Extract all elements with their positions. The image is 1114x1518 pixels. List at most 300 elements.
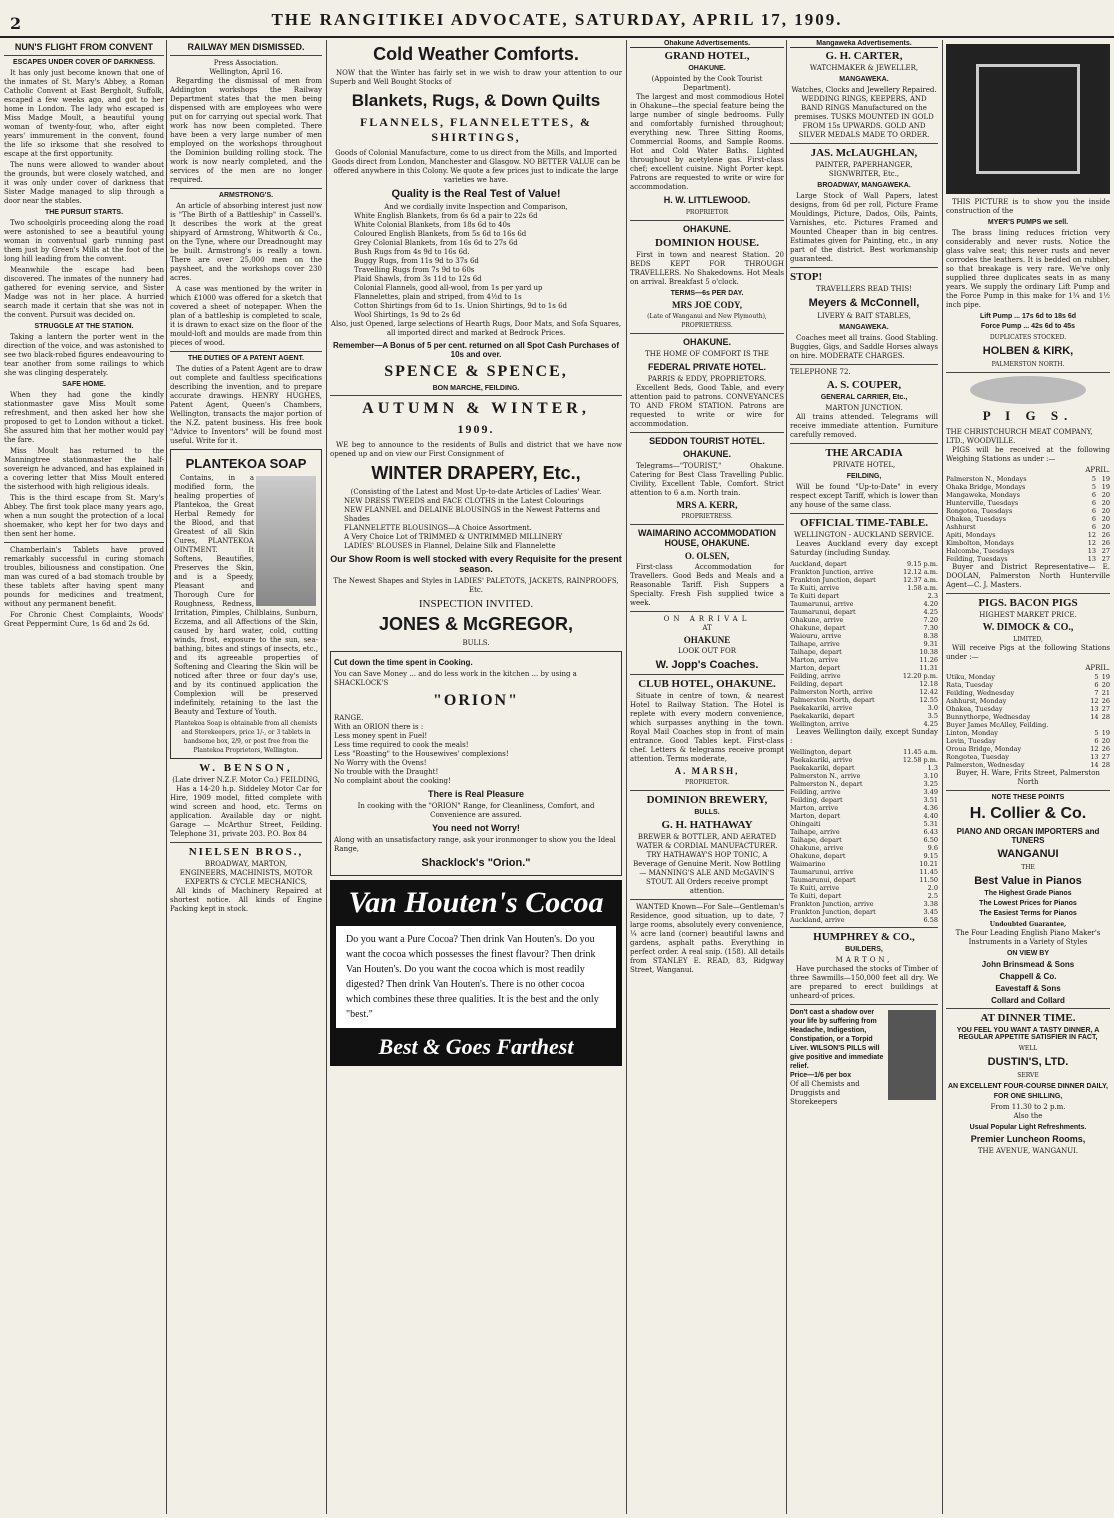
drapery-item: NEW FLANNEL and DELAINE BLOUSINGS in the Newest Patterns and Shades: [344, 506, 601, 523]
row-value: 9.15 p.m.: [907, 560, 938, 568]
article-paragraph: Chamberlain's Tablets have proved remarkably successful in curing stomach troubles, biliousness and constipation. One man was cured of a bad stomach trouble by these tablets after having spent many pounds for medicines and treatment, without any permanent benefit.: [4, 546, 164, 608]
column-rule: [942, 40, 943, 1514]
row-value: 12: [1090, 697, 1099, 705]
price-item: Grey Colonial Blankets, from 16s 6d to 27s 6d: [354, 239, 518, 247]
row-label: Ashhurst: [946, 523, 976, 531]
ad-firm: W. DIMOCK & CO.,: [982, 622, 1074, 633]
row-value: 14: [1090, 713, 1099, 721]
ad-title: GRAND HOTEL,: [664, 50, 750, 62]
row-value: 19: [1101, 729, 1110, 737]
ad-text: DUPLICATES STOCKED.: [989, 334, 1067, 341]
ad-subtitle: GENERAL CARRIER, Etc.,: [820, 394, 908, 401]
timetable-row: [790, 632, 938, 640]
row-value: 20: [1101, 737, 1110, 745]
ad-firm: JONES & McGREGOR,: [378, 614, 574, 634]
row-value: 3.0: [927, 704, 938, 712]
ad-subtitle: THE HOME OF COMFORT IS THE: [645, 350, 769, 358]
row-label: Waimarino: [790, 860, 826, 868]
ad-title: WAIMARINO ACCOMMODATION HOUSE, OHAKUNE.: [638, 528, 776, 548]
wilsons-pills-ad: [790, 1008, 938, 1107]
ad-place: OHAKUNE.: [682, 449, 731, 459]
row-value: 28: [1101, 713, 1110, 721]
divider: [4, 542, 164, 543]
schedule-row: [946, 689, 1110, 697]
timetable-row: [790, 704, 938, 712]
row-label: Ohakune, arrive: [790, 844, 844, 852]
ad-proprietor-title: PROPRIETOR: [685, 209, 729, 216]
row-value: 13: [1090, 705, 1099, 713]
ad-text: First-class Accommodation for Travellers. Good Beds and Meals and a Reasonable Tariff. Fish Suppers a Specialty. Fresh Fish supplied twice a week.: [630, 563, 784, 607]
row-label: Taihape, arrive: [790, 640, 840, 648]
ad-text: NOW that the Winter has fairly set in we wish to draw your attention to our Superb and Well Bought Stocks of: [330, 69, 622, 86]
row-label: Rongotea, Tuesdays: [946, 507, 1013, 515]
row-label: Taumarunui, depart: [790, 608, 856, 616]
ad-price: Force Pump ... 42s 6d to 45s: [980, 323, 1076, 330]
row-label: Frankton Junction, depart: [790, 908, 876, 916]
ad-text: Watches, Clocks and Jewellery Repaired. WEDDING RINGS, KEEPERS, AND BAND RINGS Manufactured on the premises. TUSKS MOUNTED IN GOLD FROM 15s UPWARDS. GOLD AND SILVER MEDALS MADE TO ORDER.: [791, 86, 937, 139]
ad-subtitle: TRAVELLERS READ THIS!: [816, 285, 912, 293]
divider: [946, 372, 1110, 373]
timetable-row: [790, 560, 938, 568]
row-value: 6: [1091, 491, 1096, 499]
ad-proprietor-title: PROPRIETRESS.: [681, 513, 733, 520]
divider: [630, 790, 784, 791]
timetable-row: [790, 608, 938, 616]
ad-product: "ORION": [433, 692, 519, 709]
article-paragraph: A case was mentioned by the writer in which £1000 was offered for a sketch that covered a sheet of notepaper. When the plan of a battleship is completed to scale, it is drawn to exact size on the floor of the mould-loft and moulds are made from thin pieces of wood.: [170, 285, 322, 347]
divider: [790, 927, 938, 928]
ad-text: Buyer and District Representative— E. DOOLAN, Palmerston North Hunterville Agent—C. J. Masters.: [946, 563, 1110, 589]
ad-text: Along with an unsatisfactory range, ask your ironmonger to show you the Ideal Range,: [334, 836, 616, 853]
drapery-item: A Very Choice Lot of TRIMMED & UNTRIMMED MILLINERY: [344, 533, 563, 541]
van-houten-ad: [330, 880, 622, 1066]
row-label: Ohakea, Tuesday: [946, 705, 1003, 713]
divider: [170, 351, 322, 352]
ad-text: WELL: [1018, 1045, 1038, 1052]
divider: [790, 443, 938, 444]
piano-point: The Lowest Prices for Pianos: [979, 900, 1077, 907]
ad-headline: Blankets, Rugs, & Down Quilts: [351, 91, 601, 110]
orion-benefit: No complaint about the cooking!: [334, 777, 451, 785]
row-label: Palmerston N., Mondays: [946, 475, 1027, 483]
ad-text: Don't cast a shadow over your life by suffering from Headache, Indigestion, Constipation, or a Torpid Liver. WILSON'S PILLS will give positive and immediate relief.: [790, 1009, 884, 1070]
row-value: 12.12 a.m.: [903, 568, 938, 576]
row-value: 3.38: [923, 900, 938, 908]
ad-title: PLANTEKOA SOAP: [185, 456, 307, 471]
row-value: 11.31: [919, 664, 938, 672]
ad-month: APRIL.: [1085, 664, 1110, 672]
ad-title: Cold Weather Comforts.: [373, 44, 579, 64]
ad-note: Plantekoa Soap is obtainable from all chemists and Storekeepers, price 1/-, or 3 tablets in handsome box, 2/9, or post free from the Plantekoa Proprietors, Wellington.: [174, 720, 318, 754]
ad-hours: From 11.30 to 2 p.m.: [990, 1103, 1066, 1111]
row-value: 12.20 p.m.: [902, 672, 938, 680]
row-label: Ohakune, depart: [790, 624, 846, 632]
dateline: Press Association.: [213, 59, 279, 67]
ad-firm: DUSTIN'S, LTD.: [987, 1056, 1069, 1068]
row-value: 2.0: [927, 884, 938, 892]
row-label: Rongotea, Tuesday: [946, 753, 1009, 761]
timetable-row: [790, 664, 938, 672]
article-subhead: ESCAPES UNDER COVER OF DARKNESS.: [13, 59, 155, 66]
row-value: 28: [1101, 761, 1110, 769]
column-header: Ohakune Advertisements.: [630, 40, 784, 48]
ad-subtitle: PAINTER, PAPERHANGER, SIGNWRITER, Etc.,: [815, 161, 913, 178]
row-value: 26: [1101, 745, 1110, 753]
row-value: 6.50: [923, 836, 938, 844]
row-value: 7.20: [923, 616, 938, 624]
bacon-schedule: [946, 673, 1110, 769]
divider: [170, 188, 322, 189]
ad-text: Telegrams—"TOURIST," Ohakune. Catering for Best Class Travelling Public. Civility, Excellent Table, Comfort. Strict attention to 6 a.m. North train.: [630, 462, 784, 497]
ad-title: W. BENSON,: [199, 762, 293, 774]
page-number: 2: [10, 14, 22, 33]
ad-subtitle: BROADWAY, MARTON,: [204, 860, 288, 868]
ad-text: THIS PICTURE is to show you the inside construction of the: [946, 198, 1110, 215]
timetable-row: [790, 804, 938, 812]
ad-place: OHAKUNE: [683, 635, 731, 645]
timetable-row: [790, 720, 938, 728]
row-value: 27: [1101, 705, 1110, 713]
row-value: 12.37 a.m.: [903, 576, 938, 584]
article-paragraph: An article of absorbing interest just now is "The Birth of a Battleship" in Cassell's. It describes the work at the great shipyard of Armstrong, Whitworth & Co., on the Tyne, where our Dreadnought may be built. Armstrong's is really a town. There are over 25,000 men on the paysheet, and the workshops cover 230 acres.: [170, 202, 322, 282]
pump-cutaway: [976, 64, 1080, 174]
ad-title: MYER'S PUMPS we sell.: [987, 219, 1069, 226]
schedule-row: [946, 539, 1110, 547]
ad-proprietor: MRS A. KERR,: [676, 500, 738, 510]
ad-price: Lift Pump ... 17s 6d to 18s 6d: [979, 313, 1077, 320]
row-label: Auckland, depart: [790, 560, 847, 568]
divider: [630, 899, 784, 900]
row-value: 5.31: [923, 820, 938, 828]
row-label: Halcombe, Tuesdays: [946, 547, 1015, 555]
ad-place: MARTON JUNCTION.: [825, 404, 903, 412]
orion-ad: [330, 651, 622, 876]
row-value: 27: [1101, 547, 1110, 555]
row-value: 8.38: [923, 632, 938, 640]
ad-headline: WINTER DRAPERY, Etc.,: [371, 463, 581, 483]
divider: [946, 790, 1110, 791]
divider: [170, 842, 322, 843]
timetable-row: [790, 852, 938, 860]
row-value: 12.55: [919, 696, 938, 704]
ad-price: Price—1/6 per box: [790, 1072, 852, 1079]
article-headline: RAILWAY MEN DISMISSED.: [187, 42, 305, 52]
ad-text: Do you want a Pure Cocoa? Then drink Van Houten's. Do you want the cocoa which possesses the finest flavour? Then drink Van Houten's. Do you want the cocoa which is most readily digested? Then drink Van Houten's. There is no other cocoa which combines these three qualities. It is the best and the only "best.": [336, 926, 616, 1028]
column-misc-ads: [946, 40, 1110, 1518]
schedule-row: [946, 475, 1110, 483]
row-value: 6: [1091, 507, 1096, 515]
timetable-row: [790, 884, 938, 892]
ad-text: Buyer, H. Ware, Frits Street, Palmerston North: [956, 769, 1100, 786]
timetable-row: [790, 748, 938, 756]
row-value: 3.45: [923, 908, 938, 916]
ad-proprietor: A. MARSH,: [674, 766, 740, 776]
ad-title: NIELSEN BROS.,: [188, 846, 304, 858]
row-value: 12: [1090, 745, 1099, 753]
ad-text: The Four Leading English Piano Maker's Instruments in a Variety of Styles: [955, 929, 1101, 946]
ad-title: G. H. CARTER,: [825, 50, 903, 62]
timetable-wellington: [790, 748, 938, 924]
ad-bonus: Remember—A Bonus of 5 per cent. returned on all Spot Cash Purchases of 10s and over.: [333, 341, 619, 359]
ad-text: Also, just Opened, large selections of Hearth Rugs, Door Mats, and Sofa Squares, all imported direct and marked at Bedrock Prices.: [330, 320, 622, 337]
row-value: [1087, 721, 1098, 729]
divider: [330, 395, 622, 396]
ad-text: Usual Popular Light Refreshments.: [969, 1124, 1087, 1131]
ad-month: APRIL.: [1085, 466, 1110, 474]
ad-place: WANGANUI: [997, 848, 1059, 860]
row-value: 20: [1101, 523, 1110, 531]
row-label: Palmerston N., depart: [790, 780, 863, 788]
schedule-row: [946, 737, 1110, 745]
timetable-row: [790, 836, 938, 844]
ad-title: CLUB HOTEL, OHAKUNE.: [638, 678, 776, 690]
ad-place: MARTON,: [835, 956, 893, 964]
timetable-row: [790, 688, 938, 696]
article-paragraph: Miss Moult has returned to the Manningtree stationmaster the half-sovereign he advanced, and has explained in a covering letter that Miss Moult entered the sisterhood with high religious ideals.: [4, 447, 164, 491]
ad-text: Excellent Beds, Good Table, and every attention paid to patrons. CONVEYANCES TO AND FROM STATION. Patrons are requested to write or wire for accommodation.: [630, 384, 784, 428]
row-value: 12: [1087, 531, 1096, 539]
row-label: Utiku, Monday: [946, 673, 995, 681]
ad-year: 1909.: [457, 422, 495, 436]
row-label: Ohingaiti: [790, 820, 821, 828]
newspaper-title: THE RANGITIKEI ADVOCATE, SATURDAY, APRIL 17, 1909.: [271, 10, 843, 29]
timetable-row: [790, 796, 938, 804]
ad-place: FEILDING,: [846, 473, 882, 480]
timetable-row: [790, 764, 938, 772]
row-label: Buyer James McAlley, Feilding.: [946, 721, 1049, 729]
row-value: 6: [1091, 499, 1096, 507]
timetable-row: [790, 908, 938, 916]
row-label: Te Kuiti, arrive: [790, 884, 840, 892]
schedule-row: [946, 515, 1110, 523]
ad-subtitle: (Appointed by the Cook Tourist Department).: [651, 75, 763, 92]
timetable-row: [790, 672, 938, 680]
row-value: 9.31: [923, 640, 938, 648]
row-label: Apiti, Mondays: [946, 531, 996, 539]
row-value: 11.26: [919, 656, 938, 664]
ad-text: Of all Chemists and Druggists and Storekeepers: [790, 1080, 860, 1106]
ad-text: Contains, in a modified form, the healing properties of Plantekoa, the Great Herbal Remedy for the Blood, and that Greatest of all Skin Cures, PLANTEKOA OINTMENT. It Softens, Beautifies, Preserves the Skin, and is a Speedy, Pleasant and Thorough Cure for Roughness, Redness, Irritation, Pimples, Chilblains, Sunburn, Eczema, and all Affections of the Skin, caused by hard water, cold, cutting winds, frost, exposure to the sun, sea-bathing, bites and stings of insects, etc., and its agreeable properties of Softening and Clearing the Skin will be noticed after three or four day's use, and by its continued application the Complexion will be preserved indefinitely, retaining to the last the Beauty and Texture of Youth.: [174, 474, 318, 716]
row-value: 27: [1101, 753, 1110, 761]
row-label: Palmerston North, arrive: [790, 688, 873, 696]
ad-tagline: Quality is the Real Test of Value!: [391, 188, 561, 200]
timetable-row: [790, 772, 938, 780]
row-label: Bunnythorpe, Wednesday: [946, 713, 1031, 721]
row-value: 6: [1091, 523, 1096, 531]
article-headline: NUN'S FLIGHT FROM CONVENT: [14, 42, 154, 52]
ad-title: A. S. COUPER,: [826, 379, 902, 391]
divider: [630, 611, 784, 612]
ad-terms: TERMS—6s PER DAY.: [670, 290, 744, 297]
article-headline: ARMSTRONG'S.: [218, 192, 274, 199]
timetable-row: [790, 868, 938, 876]
ad-text: Has a 14-20 h.p. Siddeley Motor Car for Hire, 1909 model, fitted complete with wind screen and hood, etc. Terms on application. Available day or night. Garage — McArthur Street, Feilding. Telephone 31, private 203. P.O. Box 84: [170, 785, 322, 838]
row-value: 3.5: [927, 712, 938, 720]
row-label: Oroua Bridge, Monday: [946, 745, 1022, 753]
piano-point: The Easiest Terms for Pianos: [979, 910, 1077, 917]
row-label: Marton, depart: [790, 812, 841, 820]
timetable-row: [790, 576, 938, 584]
row-label: Feilding, depart: [790, 796, 843, 804]
ad-tagline: There is Real Pleasure: [427, 789, 525, 799]
row-value: 14: [1090, 761, 1099, 769]
row-value: 6: [1094, 737, 1099, 745]
ad-title: DOMINION HOUSE.: [655, 237, 759, 249]
row-label: Taumarunui, arrive: [790, 868, 854, 876]
article-paragraph: Regarding the dismissal of men from Addington workshops the Railway Department states that the men being dispensed with are employees who were put on for carrying out special work. That work has now been completed. There have been a very large number of men employed on the workshops throughout the Dominion building rolling stock. The work is now nearly completed, and the services of the men are no longer required.: [170, 77, 322, 184]
row-label: Frankton Junction, arrive: [790, 568, 874, 576]
column-drapery-ads: [330, 40, 622, 1518]
price-item: Colonial Flannels, good all-wool, from 1s per yard up: [354, 284, 543, 292]
ad-title: PIGS. BACON PIGS: [978, 597, 1078, 609]
timetable-row: [790, 624, 938, 632]
row-label: Waiouru, arrive: [790, 632, 842, 640]
row-value: 12: [1087, 539, 1096, 547]
divider: [946, 1008, 1110, 1009]
schedule-row: [946, 483, 1110, 491]
ad-text: ON VIEW BY: [1006, 950, 1049, 957]
section-heading: STRUGGLE AT THE STATION.: [34, 323, 134, 330]
schedule-row: [946, 705, 1110, 713]
column-mangaweka-ads: [790, 40, 938, 1518]
row-value: 9.6: [927, 844, 938, 852]
timetable-row: [790, 788, 938, 796]
timetable-row: [790, 860, 938, 868]
ad-text: With an ORION there is :: [334, 723, 424, 731]
schedule-row: [946, 697, 1110, 705]
row-label: Linton, Monday: [946, 729, 998, 737]
ad-text: Have purchased the stocks of Timber of three Sawmills—150,000 feet all dry. We are prepared to erect buildings at unheard-of prices.: [790, 965, 938, 1000]
row-value: 5: [1094, 729, 1099, 737]
row-value: 4.40: [923, 812, 938, 820]
row-value: 5: [1091, 475, 1096, 483]
ad-subheadline: FLANNELS, FLANNELETTES, & SHIRTINGS,: [359, 115, 593, 144]
pills-illustration: [888, 1010, 936, 1100]
ad-note: NOTE THESE POINTS: [991, 794, 1065, 801]
article-headline: THE DUTIES OF A PATENT AGENT.: [187, 355, 305, 362]
row-value: 13: [1087, 555, 1096, 563]
column-railway: [170, 40, 322, 1518]
timetable-row: [790, 820, 938, 828]
ad-text: LOOK OUT FOR: [678, 647, 736, 655]
row-label: Palmerston N., arrive: [790, 772, 861, 780]
ad-subtitle: (Late driver N.Z.F. Motor Co.) FEILDING,: [172, 776, 320, 784]
timetable-row: [790, 656, 938, 664]
row-label: Frankton Junction, arrive: [790, 900, 874, 908]
ad-text: THE: [1021, 864, 1035, 871]
orion-benefit: No Worry with the Ovens!: [334, 759, 427, 767]
timetable-row: [790, 584, 938, 592]
row-value: 21: [1101, 689, 1110, 697]
price-item: Plaid Shawls, from 3s 11d to 12s 6d: [354, 275, 482, 283]
ad-subtitle: HIGHEST MARKET PRICE.: [979, 611, 1077, 619]
row-label: Ohaka Bridge, Mondays: [946, 483, 1026, 491]
row-label: Wellington, arrive: [790, 720, 850, 728]
timetable-row: [790, 712, 938, 720]
section-heading: SAFE HOME.: [62, 381, 106, 388]
place-date: Wellington, April 16.: [209, 68, 283, 76]
timetable-row: [790, 876, 938, 884]
row-value: 26: [1101, 697, 1110, 705]
timetable-row: [790, 900, 938, 908]
divider: [790, 513, 938, 514]
row-label: Feilding, Tuesdays: [946, 555, 1008, 563]
ad-place: MANGAWEKA.: [839, 76, 889, 83]
article-paragraph: For Chronic Chest Complaints, Woods' Great Peppermint Cure, 1s 6d and 2s 6d.: [4, 611, 164, 628]
classified-ad: WANTED Known—For Sale—Gentleman's Residence, good situation, up to date, 7 large rooms, absolutely every convenience, ¼ acre land (corner) beautiful lawns and gardens, asphalt paths. Everything in perfect order. A real snip. (158). All details from STANLEY E. READ, 83, Ridgway Street, Wanganui.: [630, 903, 784, 974]
row-value: 9.15: [923, 852, 938, 860]
price-item: White Colonial Blankets, from 18s 6d to 40s: [354, 221, 511, 229]
ad-firm: THE CHRISTCHURCH MEAT COMPANY, LTD., WOODVILLE.: [946, 428, 1093, 445]
ad-proprietor-title: (Late of Wanganui and New Plymouth), PROPRIETRESS.: [647, 313, 767, 329]
row-label: Ohakune, arrive: [790, 616, 844, 624]
divider: [790, 364, 938, 365]
ad-text: BREWER & BOTTLER, AND AERATED WATER & CORDIAL MANUFACTURER. TRY HATHAWAY'S HOP TONIC, A Beverage of Genuine Merit. Now Bottling— MANNING'S ALE AND McGAVIN'S STOUT. All Orders receive prompt attention.: [633, 833, 781, 895]
ad-firm: Meyers & McConnell,: [808, 297, 920, 309]
divider: [946, 593, 1110, 594]
schedule-row: [946, 729, 1110, 737]
row-value: 6.43: [923, 828, 938, 836]
divider: [4, 55, 164, 56]
ad-title: JAS. McLAUGHLAN,: [810, 147, 918, 159]
timetable-note: Leaves Auckland every day except Saturday (including Sunday.: [790, 540, 938, 557]
ad-headline: Best Value in Pianos: [974, 875, 1082, 887]
timetable-row: [790, 600, 938, 608]
ad-place: BROADWAY, MANGAWEKA.: [817, 182, 911, 189]
divider: [170, 55, 322, 56]
piano-point: The Highest Grade Pianos: [984, 890, 1072, 897]
schedule-row: [946, 555, 1110, 563]
column-rule: [326, 40, 327, 1514]
row-label: Feilding, depart: [790, 680, 843, 688]
row-label: Rata, Tuesday: [946, 681, 993, 689]
row-value: 20: [1101, 681, 1110, 689]
row-label: Mangaweka, Mondays: [946, 491, 1020, 499]
row-value: 3.51: [923, 796, 938, 804]
timetable-row: [790, 592, 938, 600]
ad-tagline: You need not Worry!: [432, 823, 520, 833]
ad-text: Will receive Pigs at the following Stations under :—: [946, 644, 1110, 661]
ad-text: ON ARRIVAL: [663, 615, 751, 623]
timetable-row: [790, 780, 938, 788]
row-value: 3.49: [923, 788, 938, 796]
ad-title: W. Jopp's Coaches.: [655, 659, 759, 671]
row-value: 4.36: [923, 804, 938, 812]
ad-proprietor: MRS JOE CODY,: [672, 300, 742, 310]
timetable-row: [790, 680, 938, 688]
ad-firm-address: BULLS.: [462, 639, 490, 647]
timetable-row: [790, 916, 938, 924]
schedule-row: [946, 673, 1110, 681]
divider: [630, 220, 784, 221]
ad-place: OHAKUNE.: [688, 65, 726, 72]
row-label: Palmerston North, depart: [790, 696, 875, 704]
row-value: 4.25: [923, 720, 938, 728]
timetable-subtitle: WELLINGTON - AUCKLAND SERVICE.: [793, 531, 935, 539]
row-value: 19: [1101, 673, 1110, 681]
price-item: Flannelettes, plain and striped, from 4½d to 1s: [354, 293, 522, 301]
article-paragraph: This is the third escape from St. Mary's Abbey. The first took place many years ago, when a nun sought the protection of a local shoemaker, who kept her for two days and then sent her home.: [4, 494, 164, 538]
row-label: Marton, arrive: [790, 804, 839, 812]
row-label: Feilding, arrive: [790, 788, 841, 796]
ad-text: Large Stock of Wall Papers, latest designs, from 6d per roll, Picture Frame Mouldings, Picture, Dados, Oils, Paints, Varnishes, etc. Pictures Framed and Mounted Cheaper than in big centres. Estimates given for Painting, etc., in any part of the district. Best workmanship guaranteed.: [790, 192, 938, 263]
price-item: Wool Shirtings, 1s 9d to 2s 6d: [354, 311, 461, 319]
pump-illustration: [946, 44, 1110, 194]
schedule-row: [946, 531, 1110, 539]
column-header: Mangaweka Advertisements.: [790, 40, 938, 48]
ad-text: PIGS will be received at the following Weighing Stations as under :—: [946, 446, 1110, 463]
ad-text: In cooking with the "ORION" Range, for Cleanliness, Comfort, and Convenience are assured.: [357, 802, 595, 819]
